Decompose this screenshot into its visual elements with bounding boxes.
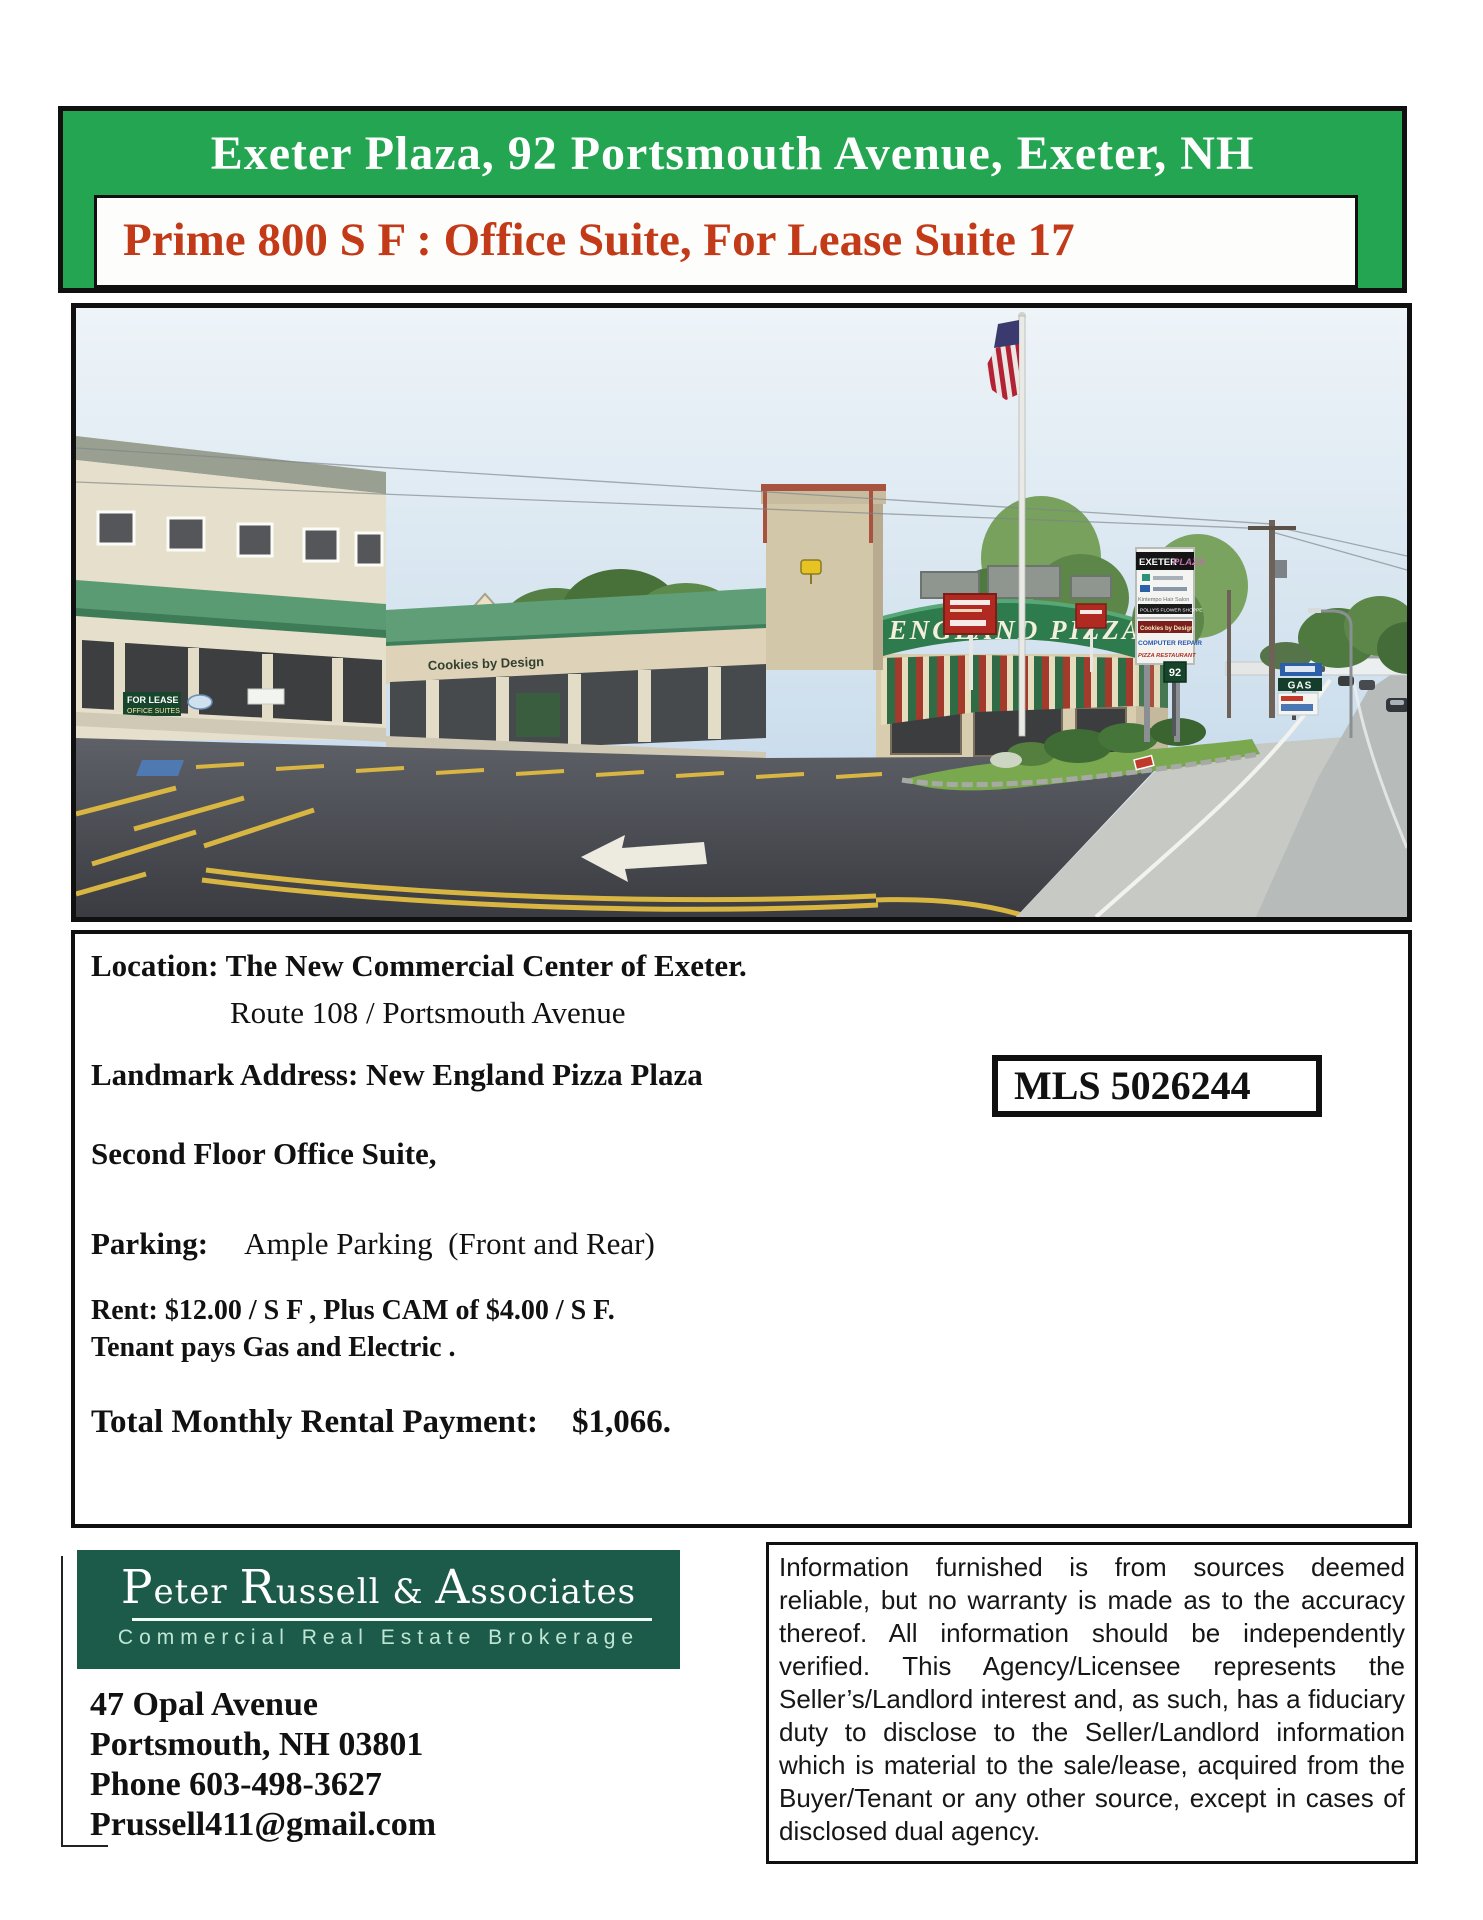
mls-number: MLS 5026244 bbox=[1014, 1063, 1251, 1108]
gas-sign-text: GAS bbox=[1287, 680, 1313, 692]
landmark-line: Landmark Address: New England Pizza Plaza bbox=[91, 1057, 703, 1092]
broker-box-border-bottom bbox=[61, 1845, 108, 1847]
broker-logo bbox=[77, 1550, 680, 1669]
pylon-tenant-florist: POLLY'S FLOWER SHOPPE bbox=[1140, 608, 1203, 614]
mls-box bbox=[992, 1055, 1322, 1117]
disclaimer-box bbox=[766, 1542, 1418, 1864]
pylon-title-plaza: PLAZA bbox=[1173, 557, 1205, 568]
for-lease-sign: FOR LEASE bbox=[127, 695, 179, 705]
utilities-line: Tenant pays Gas and Electric . bbox=[91, 1332, 456, 1363]
broker-address-line2: Portsmouth, NH 03801 bbox=[90, 1726, 424, 1763]
property-photo bbox=[71, 303, 1412, 922]
location-line: Location: The New Commercial Center of Exeter. bbox=[91, 948, 747, 983]
strip-mall-center bbox=[386, 588, 766, 762]
total-value: $1,066. bbox=[572, 1404, 672, 1440]
pylon-title-exeter: EXETER bbox=[1139, 557, 1178, 568]
left-building bbox=[76, 436, 386, 742]
photo-illustration bbox=[76, 308, 1407, 917]
page-subtitle: Prime 800 S F : Office Suite, For Lease Suite 17 bbox=[123, 214, 1075, 266]
broker-tagline: Commercial Real Estate Brokerage bbox=[117, 1626, 640, 1649]
pylon-lower-pizza: PIZZA RESTAURANT bbox=[1138, 653, 1196, 659]
floor-line: Second Floor Office Suite, bbox=[91, 1136, 437, 1171]
route-line: Route 108 / Portsmouth Avenue bbox=[230, 995, 626, 1030]
parking-line bbox=[91, 1226, 655, 1262]
broker-address-line1: 47 Opal Avenue bbox=[90, 1686, 318, 1723]
broker-phone: Phone 603-498-3627 bbox=[90, 1766, 382, 1803]
new-england-pizza-sign: PIZZA bbox=[1050, 615, 1144, 645]
flag-pole bbox=[1018, 312, 1026, 736]
street-number: 92 bbox=[1168, 667, 1182, 679]
total-line bbox=[91, 1404, 671, 1441]
rent-line: Rent: $12.00 / S F , Plus CAM of $4.00 / S F. bbox=[91, 1295, 615, 1326]
subtitle-box bbox=[94, 195, 1358, 288]
disclaimer-text: Information furnished is from sources deemed reliable, but no warranty is made as to the accuracy thereof. All information should be independently verified. This Agency/Licensee represents the Seller’s/Landlord interest and, as such, has a fiduciary duty to disclose to the Seller/Landlord information which is material to the sale/lease, acquired from the Buyer/Tenant or any other source, except in cases of disclosed dual agency. bbox=[779, 1552, 1405, 1846]
handicap-marking bbox=[136, 760, 184, 776]
details-box bbox=[71, 930, 1412, 1528]
pylon-lower-computer: COMPUTER REPAIR bbox=[1138, 640, 1202, 647]
broker-name: Peter Russell & Associates bbox=[120, 1560, 637, 1615]
total-label: Total Monthly Rental Payment: bbox=[91, 1404, 539, 1440]
pylon-tenant-salon: Kintempo Hair Salon bbox=[1138, 597, 1190, 603]
header-banner bbox=[58, 106, 1407, 293]
broker-name-cap: P bbox=[120, 1560, 154, 1615]
pylon-lower-cookies: Cookies by Design bbox=[1140, 626, 1194, 632]
logo-underline bbox=[132, 1618, 652, 1621]
broker-box-border-left bbox=[61, 1556, 63, 1847]
parking-label: Parking: bbox=[91, 1226, 209, 1261]
cookies-fascia-sign: Cookies by Design bbox=[427, 653, 545, 673]
page-title: Exeter Plaza, 92 Portsmouth Avenue, Exeter, NH bbox=[210, 127, 1255, 180]
broker-email: Prussell411@gmail.com bbox=[90, 1806, 437, 1843]
parking-value: Ample Parking (Front and Rear) bbox=[244, 1226, 655, 1261]
for-lease-sign-line2: OFFICE SUITES bbox=[127, 708, 180, 715]
